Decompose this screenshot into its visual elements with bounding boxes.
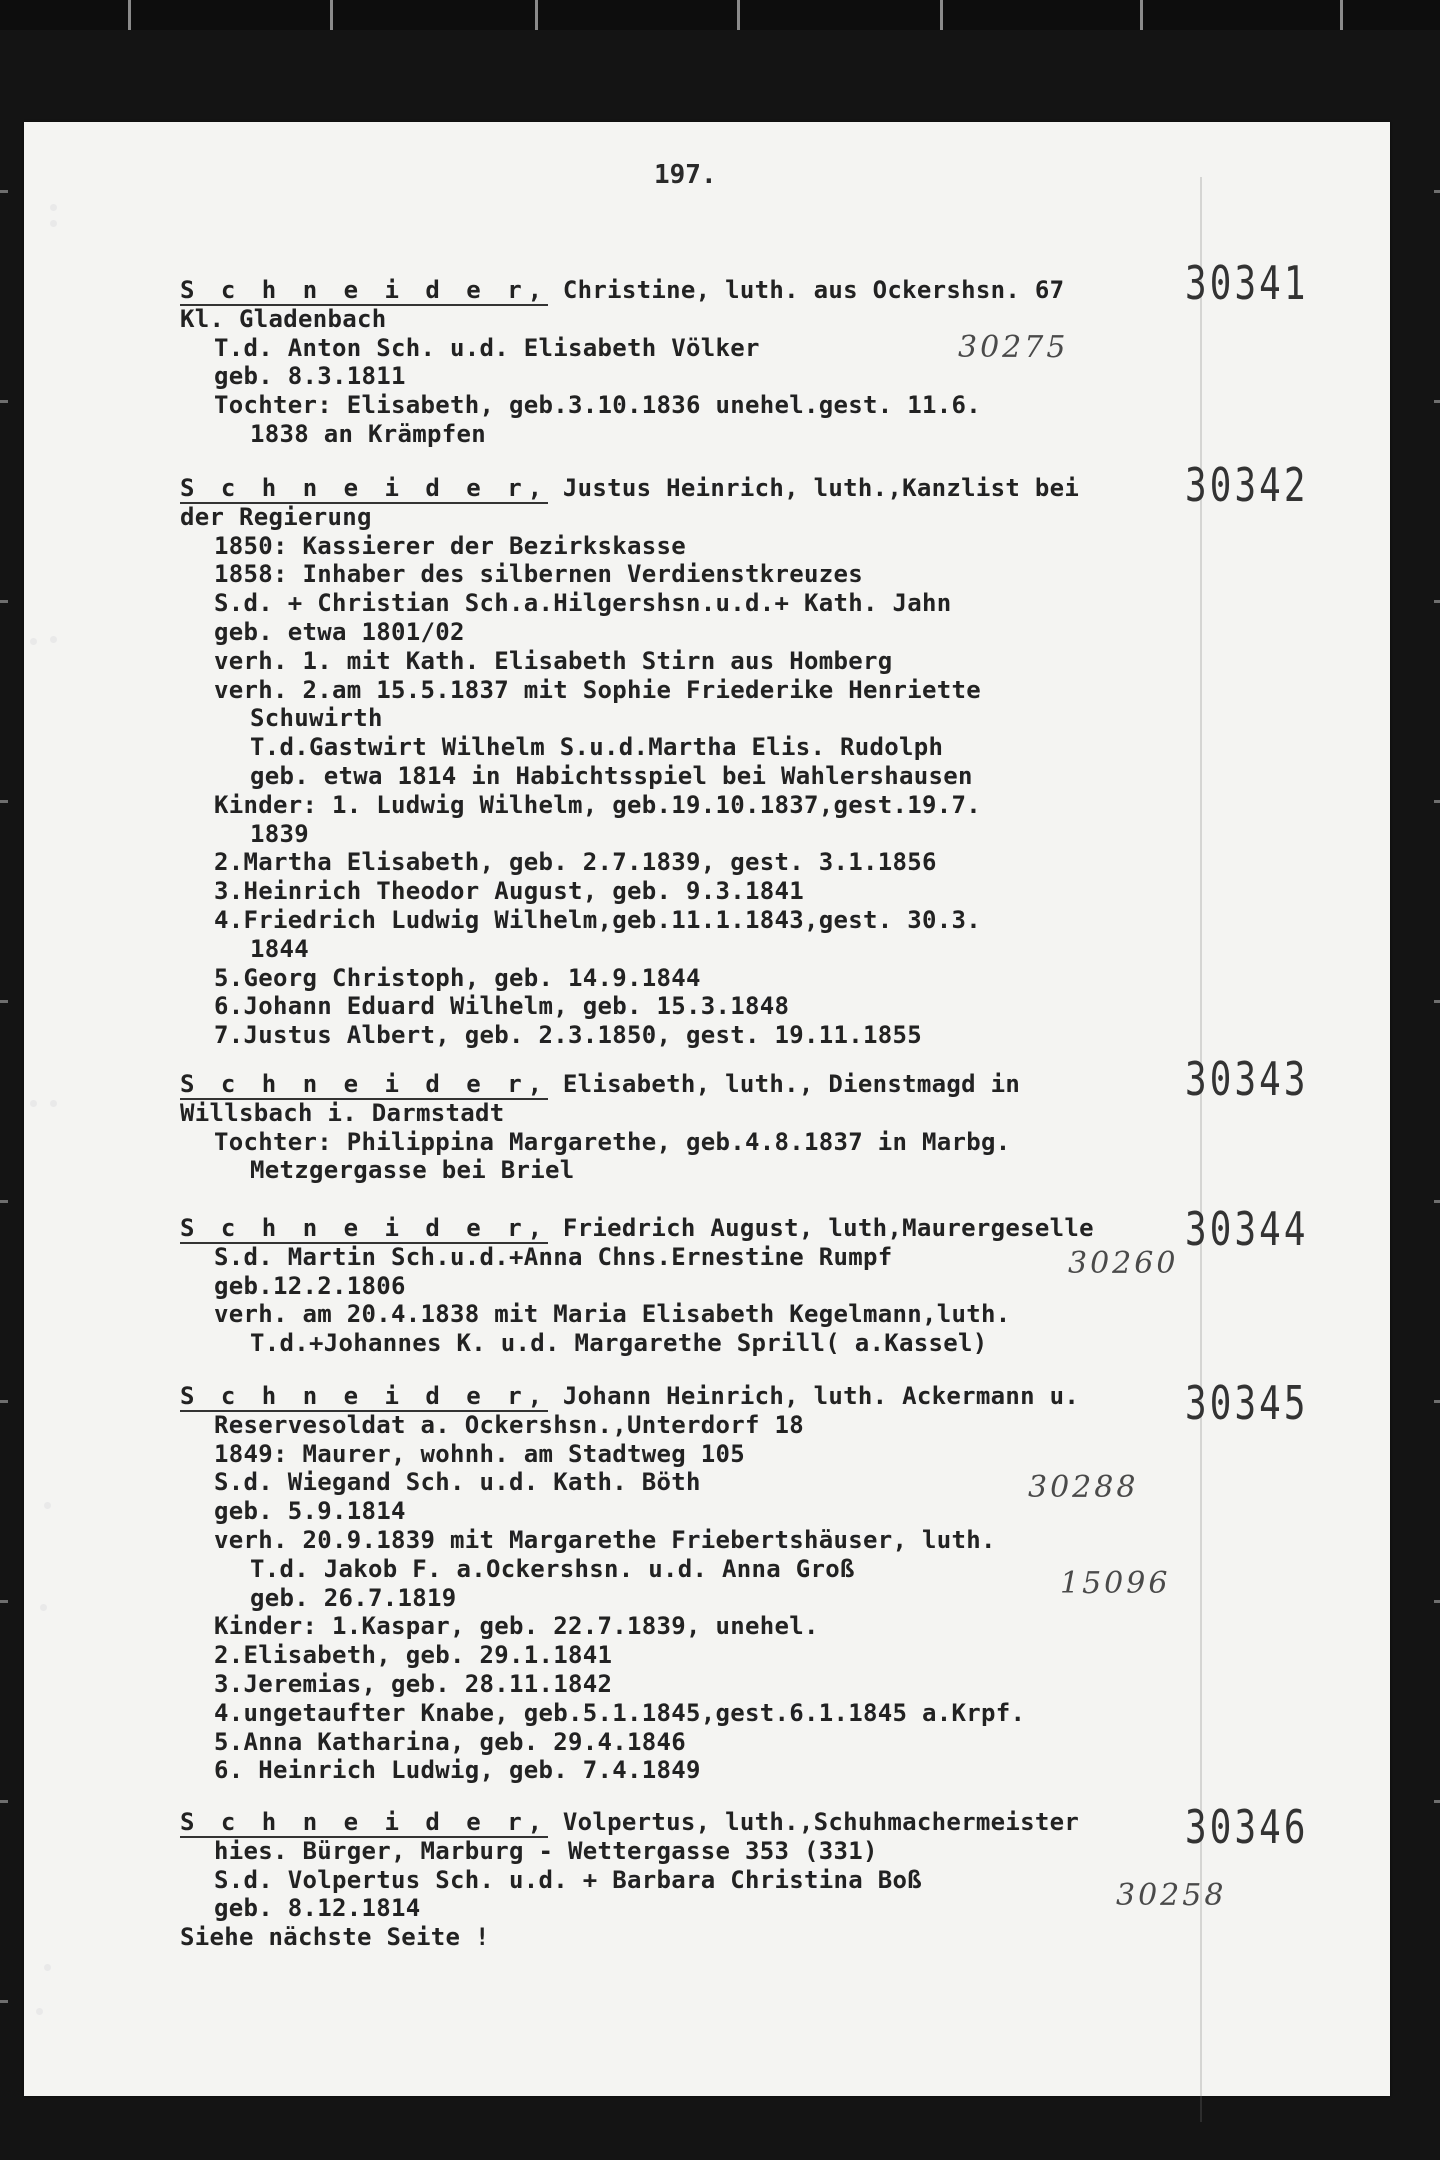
entry-line: Kinder: 1.Kaspar, geb. 22.7.1839, unehel. [214, 1612, 819, 1641]
record-number: 30346 [1185, 1800, 1309, 1854]
entry-line: geb. 8.3.1811 [214, 362, 406, 391]
handwritten-reference: 30260 [1068, 1246, 1179, 1281]
record-number: 30342 [1185, 458, 1309, 512]
edge-mark [0, 1400, 8, 1403]
entry-line: 4.Friedrich Ludwig Wilhelm,geb.11.1.1843,gest. 30.3. [214, 905, 981, 934]
record-number: 30345 [1185, 1376, 1309, 1430]
edge-mark [1434, 1600, 1440, 1603]
entry-heading-text: Johann Heinrich, luth. Ackermann u. [548, 1382, 1080, 1410]
surname: S c h n e i d e r, [180, 1070, 549, 1098]
entry-line: verh. am 20.4.1838 mit Maria Elisabeth Kegelmann,luth. [214, 1300, 1011, 1329]
entry-line: geb.12.2.1806 [214, 1271, 406, 1300]
edge-mark [0, 600, 8, 603]
entry-line: 2.Martha Elisabeth, geb. 2.7.1839, gest. 3.1.1856 [214, 848, 937, 877]
edge-mark [1434, 400, 1440, 403]
film-tick [1140, 0, 1143, 30]
record-entry [180, 1214, 1230, 1358]
film-tick [330, 0, 333, 30]
punch-dot [50, 1100, 57, 1107]
handwritten-reference: 30275 [958, 330, 1069, 365]
surname: S c h n e i d e r, [180, 1808, 549, 1836]
entry-line: verh. 20.9.1839 mit Margarethe Friebertshäuser, luth. [214, 1525, 996, 1554]
entry-line: T.d. Anton Sch. u.d. Elisabeth Völker [214, 333, 760, 362]
entry-line: 1844 [250, 934, 309, 963]
surname: S c h n e i d e r, [180, 1382, 549, 1410]
entry-heading-text: Christine, luth. aus Ockershsn. 67 [548, 276, 1065, 304]
entry-line: verh. 2.am 15.5.1837 mit Sophie Friederike Henriette [214, 675, 981, 704]
film-tick [737, 0, 740, 30]
punch-dot [50, 636, 57, 643]
entry-heading-text: Volpertus, luth.,Schuhmachermeister [548, 1808, 1080, 1836]
entry-line: Tochter: Philippina Margarethe, geb.4.8.1837 in Marbg. [214, 1127, 1011, 1156]
entry-line: geb. etwa 1814 in Habichtsspiel bei Wahlershausen [250, 761, 973, 790]
entry-heading [180, 1214, 1230, 1243]
record-entry [180, 1070, 1230, 1185]
entry-line: 7.Justus Albert, geb. 2.3.1850, gest. 19.11.1855 [214, 1021, 922, 1050]
entry-line: Willsbach i. Darmstadt [180, 1098, 505, 1127]
entry-heading-text: Justus Heinrich, luth.,Kanzlist bei [548, 474, 1080, 502]
entry-line: S.d. Martin Sch.u.d.+Anna Chns.Ernestine Rumpf [214, 1242, 893, 1271]
entry-heading [180, 1808, 1230, 1837]
entry-line: 1850: Kassierer der Bezirkskasse [214, 531, 686, 560]
edge-mark [0, 800, 8, 803]
continuation-note: Siehe nächste Seite ! [180, 1923, 490, 1952]
record-number: 30344 [1185, 1202, 1309, 1256]
entry-line: T.d.+Johannes K. u.d. Margarethe Sprill( a.Kassel) [250, 1329, 988, 1358]
entry-heading [180, 1382, 1230, 1411]
page-number: 197. [654, 160, 717, 190]
edge-mark [1434, 190, 1440, 193]
entry-line: 4.ungetaufter Knabe, geb.5.1.1845,gest.6.1.1845 a.Krpf. [214, 1698, 1026, 1727]
entry-line: T.d. Jakob F. a.Ockershsn. u.d. Anna Groß [250, 1554, 855, 1583]
entry-line: 5.Georg Christoph, geb. 14.9.1844 [214, 963, 701, 992]
edge-mark [0, 1000, 8, 1003]
edge-mark [1434, 1200, 1440, 1203]
entry-line: hies. Bürger, Marburg - Wettergasse 353 (331) [214, 1836, 878, 1865]
film-tick [1340, 0, 1343, 30]
entry-line: 6.Johann Eduard Wilhelm, geb. 15.3.1848 [214, 992, 790, 1021]
entry-line: 5.Anna Katharina, geb. 29.4.1846 [214, 1727, 686, 1756]
punch-dot [44, 1502, 51, 1509]
edge-mark [0, 400, 8, 403]
handwritten-reference: 30288 [1028, 1470, 1139, 1505]
entry-line: 1849: Maurer, wohnh. am Stadtweg 105 [214, 1439, 745, 1468]
edge-mark [0, 190, 8, 193]
entry-line: geb. etwa 1801/02 [214, 617, 465, 646]
record-entry [180, 1808, 1230, 1952]
entry-line: 1839 [250, 819, 309, 848]
entry-line: Reservesoldat a. Ockershsn.,Unterdorf 18 [214, 1410, 804, 1439]
entry-line: Tochter: Elisabeth, geb.3.10.1836 unehel.gest. 11.6. [214, 391, 981, 420]
handwritten-reference: 15096 [1060, 1566, 1171, 1601]
entry-line: der Regierung [180, 502, 372, 531]
entry-line: 1838 an Krämpfen [250, 419, 486, 448]
entry-line: geb. 8.12.1814 [214, 1894, 421, 1923]
entry-line: verh. 1. mit Kath. Elisabeth Stirn aus Homberg [214, 646, 893, 675]
punch-dot [50, 204, 57, 211]
entry-heading [180, 276, 1230, 305]
punch-dot [44, 1964, 51, 1971]
entry-line: 6. Heinrich Ludwig, geb. 7.4.1849 [214, 1756, 701, 1785]
entry-line: Kinder: 1. Ludwig Wilhelm, geb.19.10.1837,gest.19.7. [214, 790, 981, 819]
record-entry [180, 474, 1230, 1050]
edge-mark [0, 1200, 8, 1203]
entry-heading [180, 1070, 1230, 1099]
handwritten-reference: 30258 [1116, 1878, 1227, 1913]
entry-heading-text: Friedrich August, luth,Maurergeselle [548, 1214, 1094, 1242]
film-tick [940, 0, 943, 30]
edge-mark [1434, 1400, 1440, 1403]
surname: S c h n e i d e r, [180, 276, 549, 304]
entry-line: 3.Jeremias, geb. 28.11.1842 [214, 1669, 613, 1698]
edge-mark [0, 1600, 8, 1603]
surname: S c h n e i d e r, [180, 474, 549, 502]
record-entry [180, 1382, 1230, 1785]
record-number: 30343 [1185, 1052, 1309, 1106]
edge-mark [1434, 600, 1440, 603]
entry-line: Kl. Gladenbach [180, 304, 387, 333]
surname: S c h n e i d e r, [180, 1214, 549, 1242]
entry-line: 3.Heinrich Theodor August, geb. 9.3.1841 [214, 877, 804, 906]
entry-line: Metzgergasse bei Briel [250, 1156, 575, 1185]
entry-line: 1858: Inhaber des silbernen Verdienstkreuzes [214, 560, 863, 589]
entry-line: S.d. Wiegand Sch. u.d. Kath. Böth [214, 1468, 701, 1497]
entry-line: S.d. + Christian Sch.a.Hilgershsn.u.d.+ Kath. Jahn [214, 589, 952, 618]
edge-mark [0, 2000, 8, 2003]
entry-line: T.d.Gastwirt Wilhelm S.u.d.Martha Elis. Rudolph [250, 733, 944, 762]
film-tick [535, 0, 538, 30]
entry-line: geb. 26.7.1819 [250, 1583, 457, 1612]
entry-line: S.d. Volpertus Sch. u.d. + Barbara Christina Boß [214, 1865, 922, 1894]
edge-mark [1434, 800, 1440, 803]
entry-line: geb. 5.9.1814 [214, 1497, 406, 1526]
entry-line: Schuwirth [250, 704, 383, 733]
film-tick [128, 0, 131, 30]
scanner-top-strip [0, 0, 1440, 30]
record-number: 30341 [1185, 256, 1309, 310]
edge-mark [1434, 1800, 1440, 1803]
punch-dot [30, 1100, 37, 1107]
punch-dot [30, 638, 37, 645]
punch-dot [50, 220, 57, 227]
edge-mark [1434, 1000, 1440, 1003]
entry-heading-text: Elisabeth, luth., Dienstmagd in [548, 1070, 1021, 1098]
record-entry [180, 276, 1230, 449]
entry-line: 2.Elisabeth, geb. 29.1.1841 [214, 1641, 613, 1670]
entry-heading [180, 474, 1230, 503]
punch-dot [36, 2008, 43, 2015]
punch-dot [40, 1604, 47, 1611]
edge-mark [0, 1800, 8, 1803]
